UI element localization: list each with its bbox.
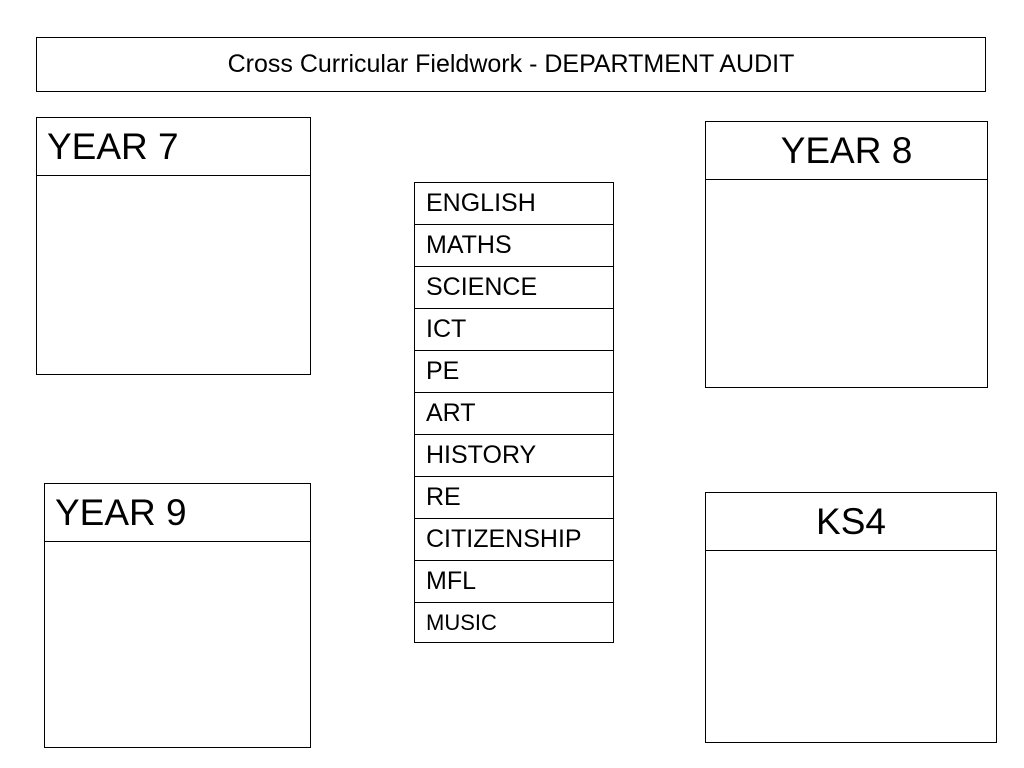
subject-cell: MUSIC bbox=[415, 603, 614, 643]
ks4-heading: KS4 bbox=[706, 493, 996, 551]
year-7-box bbox=[36, 117, 311, 375]
subject-cell: ENGLISH bbox=[415, 183, 614, 225]
year-8-heading: YEAR 8 bbox=[706, 122, 987, 180]
year-9-heading: YEAR 9 bbox=[45, 484, 310, 542]
subject-row bbox=[415, 477, 614, 519]
subject-row bbox=[415, 561, 614, 603]
year-7-heading: YEAR 7 bbox=[37, 118, 310, 176]
subject-cell: CITIZENSHIP bbox=[415, 519, 614, 561]
subject-cell: HISTORY bbox=[415, 435, 614, 477]
subject-cell: MATHS bbox=[415, 225, 614, 267]
subject-list bbox=[414, 182, 614, 643]
subject-row bbox=[415, 309, 614, 351]
subject-row bbox=[415, 603, 614, 643]
subject-row bbox=[415, 225, 614, 267]
subject-row bbox=[415, 519, 614, 561]
subject-row bbox=[415, 183, 614, 225]
subject-cell: RE bbox=[415, 477, 614, 519]
subject-cell: ICT bbox=[415, 309, 614, 351]
year-8-box bbox=[705, 121, 988, 388]
subject-row bbox=[415, 435, 614, 477]
page-title: Cross Curricular Fieldwork - DEPARTMENT AUDIT bbox=[36, 37, 986, 92]
subject-row bbox=[415, 267, 614, 309]
ks4-box bbox=[705, 492, 997, 743]
subject-cell: SCIENCE bbox=[415, 267, 614, 309]
subject-row bbox=[415, 393, 614, 435]
year-9-box bbox=[44, 483, 311, 748]
subject-cell: MFL bbox=[415, 561, 614, 603]
subject-row bbox=[415, 351, 614, 393]
subject-cell: PE bbox=[415, 351, 614, 393]
subject-cell: ART bbox=[415, 393, 614, 435]
